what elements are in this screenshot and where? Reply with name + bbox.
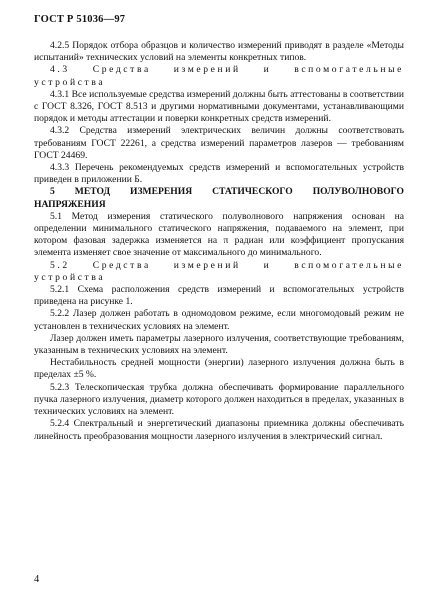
paragraph-4-3-3: 4.3.3 Перечень рекомендуемых средств измерений и вспомогательных устройств приведен в приложении Б. (34, 162, 404, 186)
page-number: 4 (34, 574, 40, 585)
paragraph-4-2-5: 4.2.5 Порядок отбора образцов и количество измерений приводят в разделе «Методы испытаний» технических условий на элементы конкретных типов. (34, 40, 404, 64)
section-5-title: 5 МЕТОД ИЗМЕРЕНИЯ СТАТИЧЕСКОГО ПОЛУВОЛНОВОГО НАПРЯЖЕНИЯ (34, 186, 404, 210)
paragraph-5-2-1: 5.2.1 Схема расположения средств измерений и вспомогательных устройств приведена на рисунке 1. (34, 284, 404, 308)
paragraph-5-1: 5.1 Метод измерения статического полуволнового напряжения основан на определении минимального статического напряжения, подаваемого на элемент, при котором фазовая задержка изменяется на π радиан или коэффициент пропускания элемента изменяет свое значение от максимального до минимального. (34, 210, 404, 259)
document-header: ГОСТ Р 51036—97 (34, 14, 126, 25)
paragraph-5-2-2: 5.2.2 Лазер должен работать в одномодовом режиме, если многомодовый режим не установлен в технических условиях на элемент. (34, 308, 404, 332)
subsection-4-3-title: 4.3 Средства измерений и вспомогательные устройства (34, 64, 404, 88)
paragraph-5-2-2-stability: Нестабильность средней мощности (энергии) лазерного излучения должна быть в пределах ±5 %. (34, 357, 404, 381)
paragraph-4-3-2: 4.3.2 Средства измерений электрических величин должны соответствовать требованиям ГОСТ 22261, а средства измерений параметров лазеров — требованиям ГОСТ 24469. (34, 125, 404, 161)
subsection-5-2-title: 5.2 Средства измерений и вспомогательные устройства (34, 259, 404, 283)
paragraph-5-2-2-laser-params: Лазер должен иметь параметры лазерного излучения, соответствующие требованиям, указанным в технических условиях на элемент. (34, 332, 404, 357)
paragraph-5-2-4: 5.2.4 Спектральный и энергетический диапазоны приемника должны обеспечивать линейность преобразования мощности лазерного излучения в электрический сигнал. (34, 418, 404, 442)
paragraph-4-3-1: 4.3.1 Все используемые средства измерений должны быть аттестованы в соответствии с ГОСТ 8.326, ГОСТ 8.513 и другими нормативными документами, устанавливающими порядок и методы аттестации и поверки конкретных средств измерений. (34, 88, 404, 125)
document-body (34, 40, 404, 443)
paragraph-5-2-3: 5.2.3 Телескопическая трубка должна обеспечивать формирование параллельного пучка лазерного излучения, диаметр которого должен находиться в пределах, указанных в технических условиях на элемент. (34, 381, 404, 418)
